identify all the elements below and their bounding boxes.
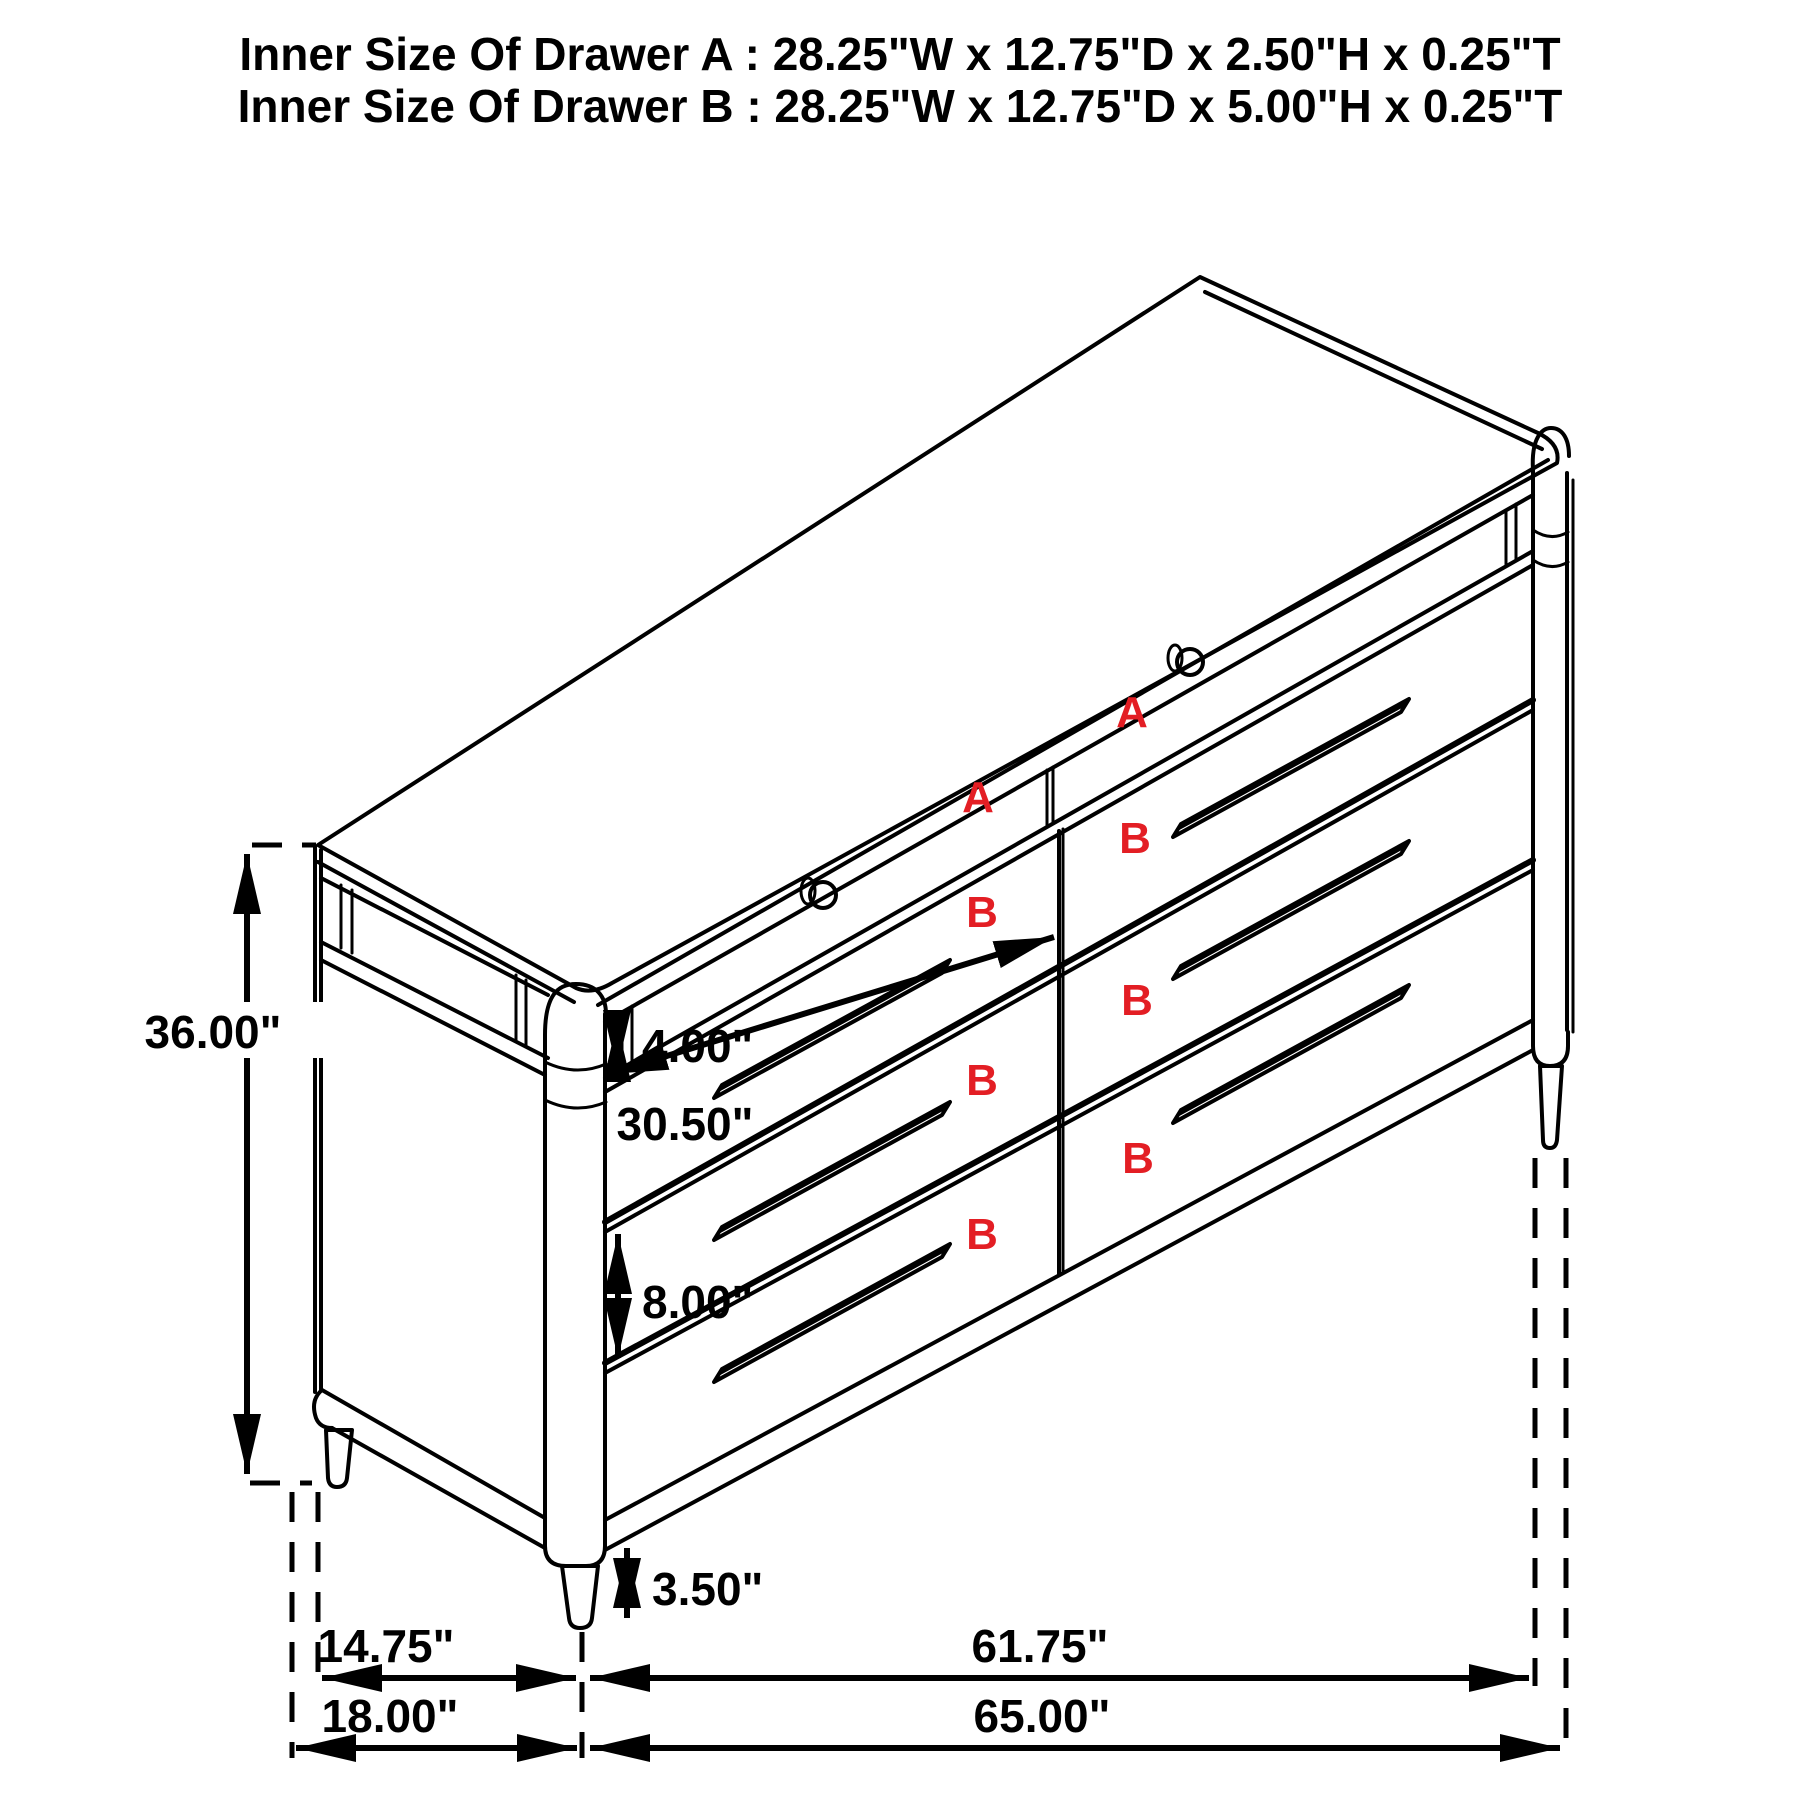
handle-right-b3 [1173,985,1409,1123]
dim-drawer-b-height: 8.00" [642,1276,754,1328]
label-drawer-a-left: A [962,773,994,822]
label-drawer-b1-right: B [1119,814,1151,863]
label-drawer-b2-right: B [1121,976,1153,1025]
dim-depth-total: 18.00" [321,1690,459,1742]
label-drawer-b3-right: B [1122,1134,1154,1183]
dim-width-total: 65.00" [973,1690,1111,1742]
dimension-14-75 [318,1620,576,1678]
label-drawer-b2-left: B [966,1056,998,1105]
dimension-8 [618,1234,753,1358]
dim-width-legs: 61.75" [971,1620,1109,1672]
label-drawer-b3-left: B [966,1210,998,1259]
front-left-leg [562,1566,598,1628]
handle-right-b1 [1173,699,1409,837]
dimension-36 [90,845,336,1483]
dim-leg-height: 3.50" [652,1563,764,1615]
label-drawer-a-right: A [1116,688,1148,737]
projection-lines [292,1158,1566,1758]
title-drawer-b: Inner Size Of Drawer B : 28.25"W x 12.75"D x 5.00"H x 0.25"T [237,80,1563,132]
dimension-3-50 [627,1548,763,1618]
top-surface [318,277,1558,991]
front-right-leg [1540,1066,1562,1148]
dim-drawer-a-height: 4.00" [642,1020,754,1072]
dimension-65 [590,1690,1560,1748]
dimension-61-75 [590,1620,1529,1678]
front-left-post [545,984,606,1035]
dimension-18 [296,1690,577,1748]
title-drawer-a: Inner Size Of Drawer A : 28.25"W x 12.75"D x 2.50"H x 0.25"T [239,28,1561,80]
dim-depth-legs: 14.75" [317,1620,455,1672]
dim-height: 36.00" [144,1006,282,1058]
label-drawer-b1-left: B [966,888,998,937]
dim-drawer-width: 30.50" [616,1098,754,1150]
